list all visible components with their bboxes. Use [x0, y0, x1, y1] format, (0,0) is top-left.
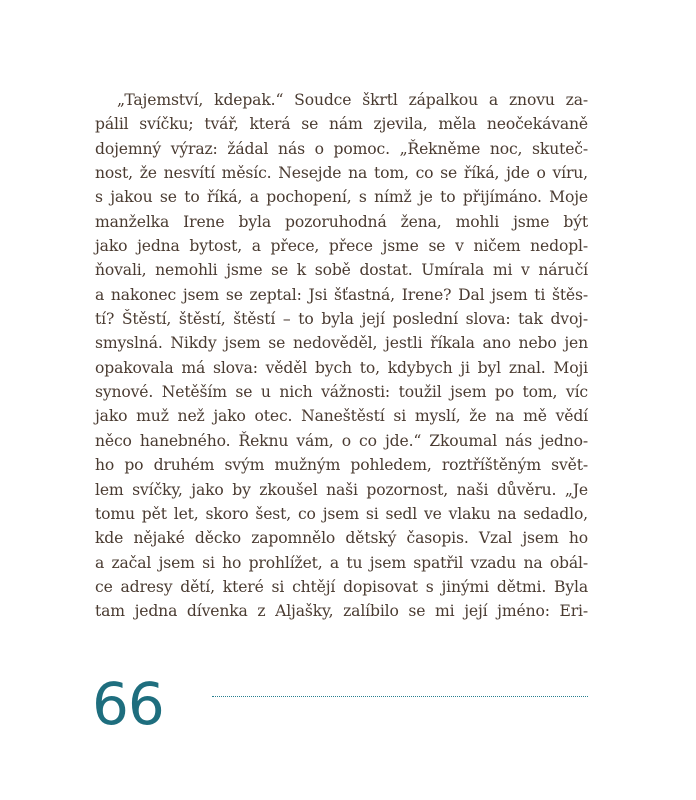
text-line: pálil svíčku; tvář, která se nám zjevila, měla neočekávaně	[95, 115, 588, 134]
text-line: tomu pět let, skoro šest, co jsem si sedl ve vlaku na sedadlo,	[95, 504, 588, 523]
page-number: 66	[92, 670, 164, 738]
text-line: ho po druhém svým mužným pohledem, roztříštěným svět-	[95, 456, 588, 475]
text-line: a začal jsem si ho prohlížet, a tu jsem spatřil vzadu na obál-	[95, 553, 588, 572]
text-line: smyslná. Nikdy jsem se nedověděl, jestli říkala ano nebo jen	[95, 334, 588, 353]
text-line: synové. Netěším se u nich vážnosti: toužil jsem po tom, víc	[95, 383, 588, 402]
text-line: kde nějaké děcko zapomnělo dětský časopis. Vzal jsem ho	[95, 529, 588, 548]
text-line: manželka Irene byla pozoruhodná žena, mohli jsme být	[95, 212, 588, 231]
text-line: ce adresy dětí, které si chtějí dopisovat s jinými dětmi. Byla	[95, 577, 588, 596]
text-line: lem svíčky, jako by zkoušel naši pozornost, naši důvěru. „Je	[95, 480, 588, 499]
text-line: a nakonec jsem se zeptal: Jsi šťastná, Irene? Dal jsem ti štěs-	[95, 285, 588, 304]
text-line: opakovala má slova: věděl bych to, kdybych ji byl znal. Moji	[95, 358, 588, 377]
text-line: něco hanebného. Řeknu vám, o co jde.“ Zkoumal nás jedno-	[95, 431, 588, 450]
text-line: tí? Štěstí, štěstí, štěstí – to byla její poslední slova: tak dvoj-	[95, 310, 588, 329]
text-line: ňovali, nemohli jsme se k sobě dostat. Umírala mi v náručí	[95, 261, 588, 280]
text-line: jako jedna bytost, a přece, přece jsme se v ničem nedopl-	[95, 237, 588, 256]
dotted-rule	[212, 696, 588, 697]
text-line: nost, že nesvítí měsíc. Nesejde na tom, co se říká, jde o víru,	[95, 164, 588, 183]
text-line: „Tajemství, kdepak.“ Soudce škrtl zápalkou a znovu za-	[117, 91, 588, 109]
text-line: dojemný výraz: žádal nás o pomoc. „Řekněme noc, skuteč-	[95, 139, 588, 158]
text-line: s jakou se to říká, a pochopení, s nímž je to přijímáno. Moje	[95, 188, 588, 207]
text-line: jako muž než jako otec. Naneštěstí si myslí, že na mě vědí	[95, 407, 588, 426]
body-text	[95, 88, 588, 624]
text-line: tam jedna dívenka z Aljašky, zalíbilo se mi její jméno: Eri-	[95, 602, 588, 621]
